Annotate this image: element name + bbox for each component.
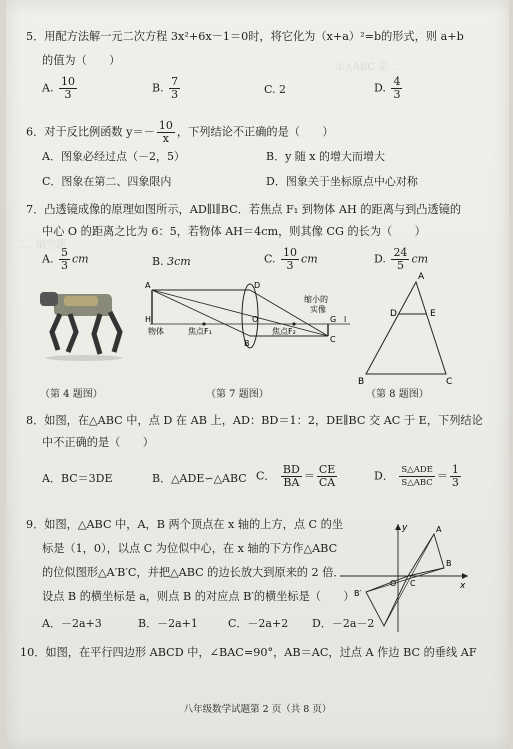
robot-leg	[110, 312, 120, 352]
q5-option-c[interactable]: C. 2	[264, 83, 287, 96]
q7-option-c[interactable]: C. $\frac{10}{3}$ cm	[264, 246, 318, 272]
q8-option-a[interactable]: A．BC＝3DE	[42, 472, 113, 485]
label-B: B	[446, 559, 452, 568]
q9-stem-line-2: 标是（1，0），以点 C 为位似中心，在 x 轴的下方作△ABC	[42, 542, 338, 555]
arrow-icon	[462, 573, 468, 579]
q7-option-b[interactable]: B. 3cm	[152, 255, 191, 268]
q5-stem-cont: 的值为（ ）	[42, 54, 121, 67]
q7-stem-cont: 中心 O 的距离之比为 6：5，若物体 AH＝4cm，则其像 CG 的长为（ ）	[42, 225, 426, 238]
page-footer: 八年级数学试题第 2 页（共 8 页）	[183, 704, 332, 715]
robot-leg	[52, 314, 60, 350]
q9-option-c[interactable]: C．－2a+2	[228, 617, 289, 630]
q6-option-a[interactable]: A．图象必经过点（－2，5）	[42, 150, 185, 163]
fraction: $\frac{CE}{CA}$	[318, 463, 336, 489]
q9-option-d[interactable]: D．－2a－2	[312, 617, 375, 630]
robot-dog-figure	[36, 282, 136, 362]
label-l: l	[344, 315, 347, 324]
lens-diagram	[144, 276, 354, 378]
label-G: G	[330, 315, 337, 324]
fraction: $\frac{10}{3}$	[60, 75, 75, 101]
q8-stem: 8．如图，在△ABC 中，点 D 在 AB 上，AD：BD＝1：2，DE∥BC 交 AC 于 E，下列结论	[26, 414, 483, 427]
fraction: $\frac{1}{3}$	[451, 463, 459, 489]
label-y: y	[402, 523, 408, 533]
robot-body-panel	[64, 296, 98, 306]
triangle-figure-q8	[356, 270, 456, 386]
q8-option-c[interactable]: C． $\frac{BD}{BA}$ ＝ $\frac{CE}{CA}$	[256, 463, 336, 489]
q5-option-a[interactable]: A. $\frac{10}{3}$	[42, 75, 75, 101]
label-O: O	[390, 579, 397, 588]
robot-shadow	[46, 355, 122, 361]
coordinate-figure-q9	[336, 520, 476, 640]
figure-caption-q4: （第 4 题图）	[40, 389, 103, 400]
q6-option-c[interactable]: C．图象在第二、四象限内	[42, 175, 172, 188]
q6-stem: 6．对于反比例函数 y＝－ $\frac{10}{x}$ ，下列结论不正确的是（ ）	[26, 119, 334, 145]
bleed-through-text: 二、填空题	[16, 240, 66, 251]
fraction: $\frac{10}{3}$	[283, 246, 298, 272]
q8-option-d[interactable]: D． $\frac{\text{S△ADE}}{\text{S△ABC}}$ ＝ $\frac{1}{3}$	[374, 463, 459, 489]
label-A: A	[418, 272, 425, 282]
triangle-A-B-C-prime	[366, 576, 408, 626]
label-C: C	[410, 579, 416, 588]
label-C: C	[446, 377, 453, 386]
q8-stem-cont: 中不正确的是（ ）	[42, 436, 154, 449]
robot-leg	[94, 314, 100, 354]
q9-stem-line-4: 设点 B 的横坐标是 a，则点 B 的对应点 B′的横坐标是（ ）	[42, 590, 355, 603]
q5-stem: 5．用配方法解一元二次方程 3x²+6x－1＝0时，将它化为（x+a）²=b的形式，则 a+b	[26, 30, 464, 43]
label-focus2: 焦点F₂	[272, 327, 296, 336]
fraction: $\frac{\text{S△ADE}}{\text{S△ABC}}$	[401, 465, 433, 488]
figure-caption-q8: （第 8 题图）	[366, 389, 429, 400]
q7-stem: 7．凸透镜成像的原理如图所示，AD∥l∥BC．若焦点 F₁ 到物体 AH 的距离与到凸透镜的	[26, 203, 462, 216]
triangle-ABC	[366, 282, 446, 374]
figure-caption-q7: （第 7 题图）	[206, 389, 269, 400]
q6-option-d[interactable]: D．图象关于坐标原点中心对称	[266, 175, 418, 188]
q9-stem-line-1: 9．如图，△ABC 中，A，B 两个顶点在 x 轴的上方，点 C 的坐	[26, 518, 344, 531]
label-D: D	[254, 281, 261, 290]
q10-stem: 10．如图，在平行四边形 ABCD 中，∠BAC=90°，AB＝AC，过点 A 作边 BC 的垂线 AF	[20, 646, 477, 659]
exam-page	[6, 0, 509, 749]
fraction: $\frac{7}{3}$	[171, 75, 179, 101]
label-image: 缩小的	[304, 295, 328, 304]
similarity-ray	[366, 568, 444, 592]
robot-head	[40, 292, 58, 306]
light-ray	[152, 290, 328, 336]
arrow-icon	[395, 524, 401, 530]
label-B: B	[358, 377, 365, 386]
q5-option-b[interactable]: B. $\frac{7}{3}$	[152, 75, 179, 101]
q9-option-b[interactable]: B．－2a+1	[138, 617, 198, 630]
q7-option-d[interactable]: D. $\frac{24}{5}$ cm	[374, 246, 429, 272]
robot-leg	[68, 314, 76, 352]
fraction: $\frac{10}{x}$	[158, 119, 173, 145]
q9-option-a[interactable]: A．－2a+3	[42, 617, 102, 630]
label-B-prime: B′	[354, 589, 362, 598]
label-B: B	[244, 339, 250, 348]
q8-option-b[interactable]: B．△ADE∽△ABC	[152, 472, 247, 485]
focus-point	[202, 322, 205, 325]
fraction: $\frac{4}{3}$	[393, 75, 401, 101]
bleed-through-text: ①△ABC 是...	[336, 62, 398, 73]
label-A: A	[436, 525, 442, 534]
q6-option-b[interactable]: B．y 随 x 的增大而增大	[266, 150, 385, 163]
label-object: 物体	[148, 327, 164, 336]
label-x: x	[460, 581, 466, 591]
label-A: A	[145, 281, 151, 290]
q5-option-d[interactable]: D. $\frac{4}{3}$	[374, 75, 401, 101]
fraction: $\frac{BD}{BA}$	[282, 463, 300, 489]
label-E: E	[430, 309, 436, 319]
focus-point	[292, 322, 295, 325]
label-C: C	[330, 335, 336, 344]
label-O: O	[252, 315, 259, 324]
fraction: $\frac{24}{5}$	[393, 246, 408, 272]
label-H: H	[145, 315, 152, 324]
label-D: D	[390, 309, 397, 319]
label-focus1: 焦点F₁	[188, 327, 212, 336]
q9-stem-line-3: 的位似图形△A′B′C，并把△ABC 的边长放大到原来的 2 倍．	[42, 566, 345, 579]
label-image-2: 实像	[310, 305, 326, 314]
fraction: $\frac{5}{3}$	[60, 246, 68, 272]
q7-option-a[interactable]: A. $\frac{5}{3}$ cm	[42, 246, 89, 272]
